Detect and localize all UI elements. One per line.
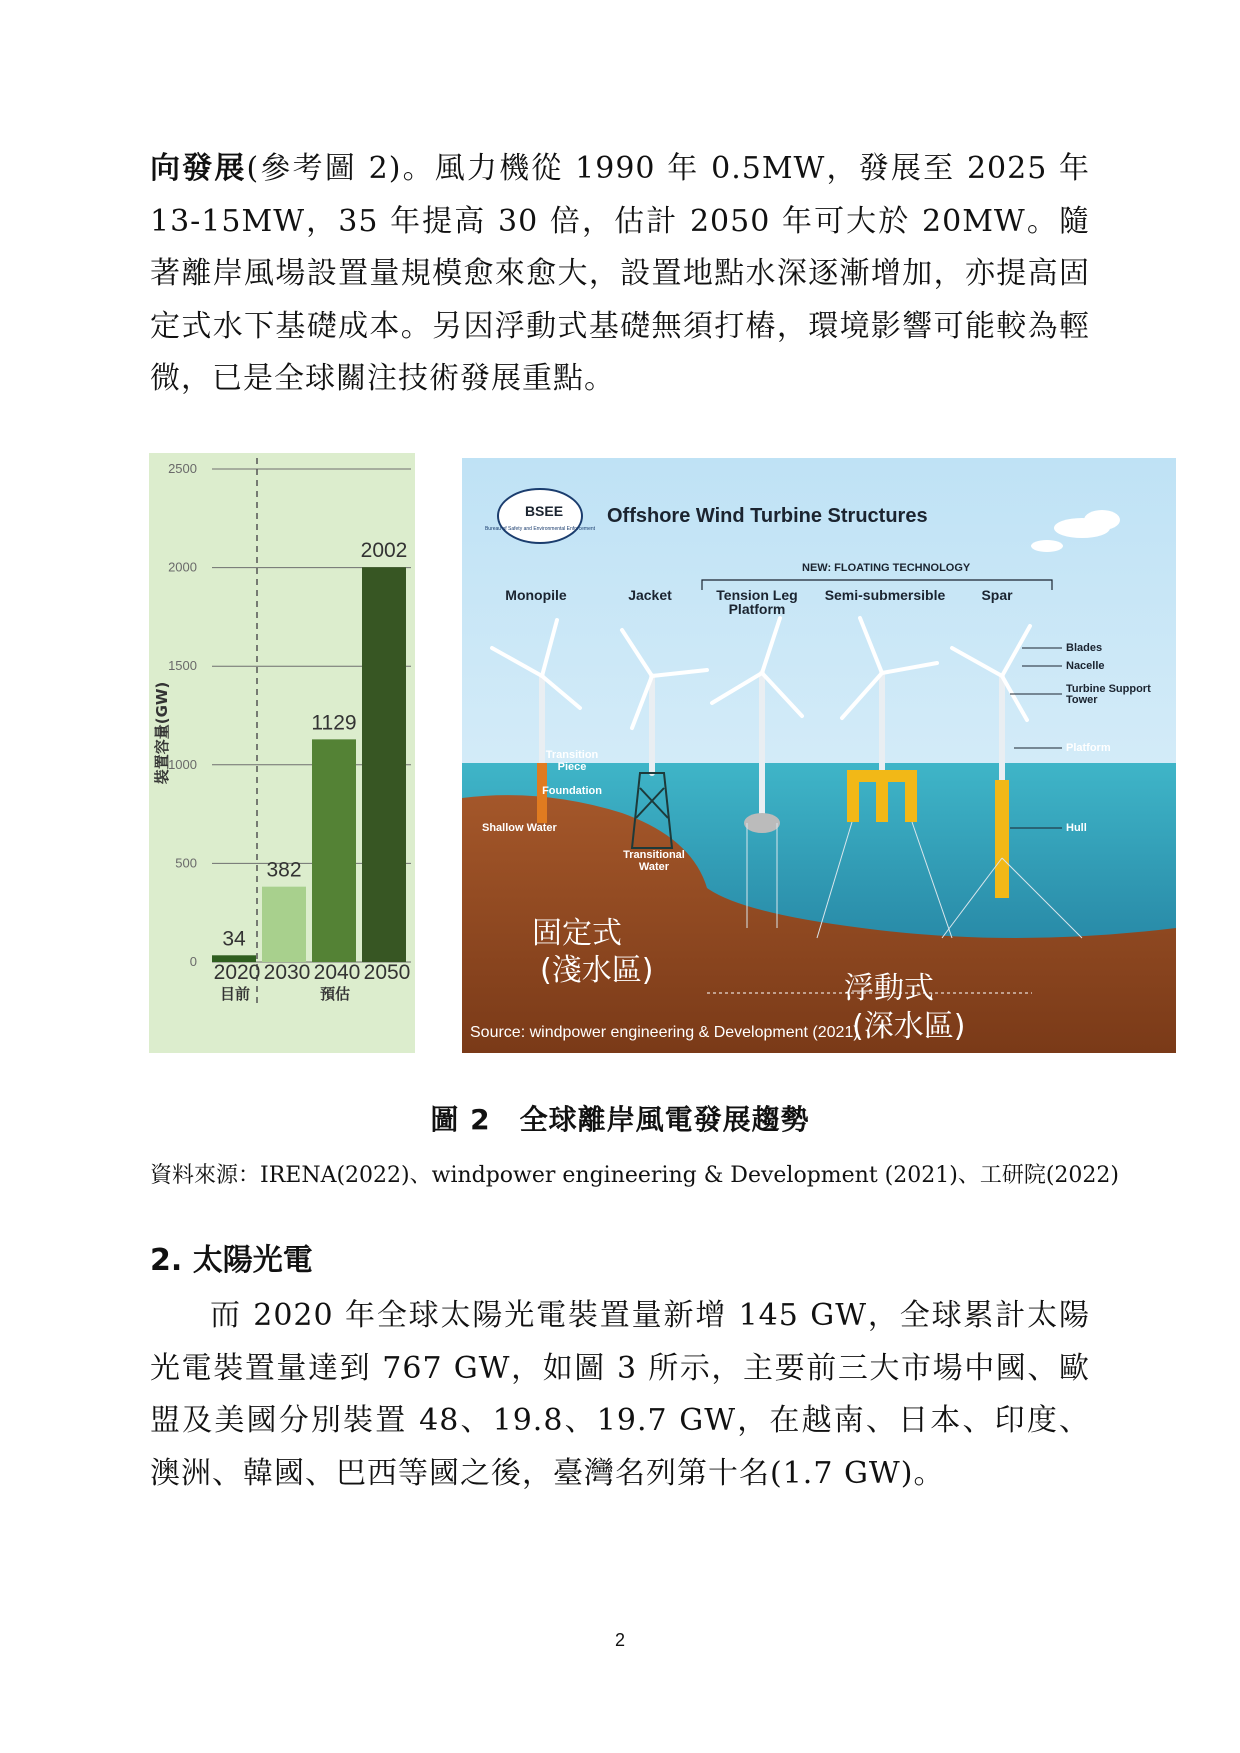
diagram-source: Source: windpower engineering & Development (2021) xyxy=(470,1024,859,1041)
y-tick-label: 0 xyxy=(189,954,197,969)
body-paragraph-solar: 而 2020 年全球太陽光電裝置量新增 145 GW，全球累計太陽光電裝置量達到 767 GW，如圖 3 所示，主要前三大市場中國、歐盟及美國分別裝置 48、19.8、19.7 GW，在越南、日本、印度、澳洲、韓國、巴西等國之後，臺灣名列第十名(1.7 GW)。 xyxy=(150,1298,1090,1491)
bar-2040 xyxy=(312,739,356,962)
new-technology-label: NEW: FLOATING TECHNOLOGY xyxy=(802,562,971,574)
figure-source: 資料來源：IRENA(2022)、windpower engineering & Development (2021)、工研院(2022) xyxy=(150,1163,1119,1188)
floating-sub-label: (深水區) xyxy=(852,1009,966,1044)
part-nacelle: Nacelle xyxy=(1066,660,1105,672)
y-tick-label: 500 xyxy=(175,855,197,871)
turbine-structures-diagram xyxy=(462,458,1176,1053)
part-platform: Platform xyxy=(1066,742,1111,754)
value-label: 2002 xyxy=(360,539,408,563)
x-tick-label: 2030 xyxy=(263,961,311,984)
type-spar: Spar xyxy=(981,587,1013,603)
part-turbine-support-tower: Turbine Support Tower xyxy=(1066,683,1151,706)
y-axis-label: 裝置容量(GW) xyxy=(153,681,171,785)
spar-hull xyxy=(995,780,1009,898)
fixed-sub-label: (淺水區) xyxy=(540,953,654,988)
type-tension-leg-platform: Tension Leg Platform xyxy=(716,587,798,617)
logo-text: BSEE xyxy=(524,503,564,519)
paragraph-lead: 向發展 xyxy=(150,151,247,186)
part-hull: Hull xyxy=(1066,822,1087,834)
bar-2050 xyxy=(362,567,406,962)
value-label: 1129 xyxy=(311,711,357,735)
value-label: 382 xyxy=(266,858,302,882)
zone-transition-piece: Transition Piece xyxy=(545,749,599,773)
section-heading: 2. 太陽光電 xyxy=(150,1243,313,1278)
y-tick-label: 2000 xyxy=(168,559,197,575)
label-forecast: 預估 xyxy=(319,985,351,1003)
floating-label: 浮動式 xyxy=(844,971,934,1006)
label-current: 目前 xyxy=(219,985,251,1003)
zone-foundation: Foundation xyxy=(542,785,602,797)
logo-subtext: Bureau of Safety and Environmental Enforcement xyxy=(484,526,596,532)
y-tick-label: 1500 xyxy=(168,658,197,674)
semi-submersible-platform xyxy=(847,770,917,822)
x-tick-label: 2050 xyxy=(363,961,411,984)
zone-shallow-water: Shallow Water xyxy=(482,822,557,834)
y-tick-label: 1000 xyxy=(168,756,197,772)
capacity-bar-chart xyxy=(149,453,415,1053)
paragraph-text: (參考圖 2)。風力機從 1990 年 0.5MW，發展至 2025 年 13-15MW，35 年提高 30 倍，估計 2050 年可大於 20MW。隨著離岸風場設置量規模愈來愈大，設置地點水深逐漸增加，亦提高固定式水下基礎成本。另因浮動式基礎無須打樁，環境影響可能較為輕微，已是全球關注技術發展重點。 xyxy=(150,151,1091,396)
part-blades: Blades xyxy=(1066,642,1103,654)
body-paragraph-wind xyxy=(150,143,1090,406)
bar-2030 xyxy=(262,887,306,962)
type-monopile: Monopile xyxy=(505,587,567,603)
x-tick-label: 2040 xyxy=(313,961,361,984)
type-semi-submersible: Semi-submersible xyxy=(824,587,946,603)
x-tick-label: 2020 xyxy=(213,961,261,984)
tlp-float xyxy=(744,813,780,833)
diagram-title: Offshore Wind Turbine Structures xyxy=(607,505,928,527)
figure-caption: 圖 2 全球離岸風電發展趨勢 xyxy=(430,1103,810,1136)
value-label: 34 xyxy=(222,927,246,951)
type-jacket: Jacket xyxy=(628,587,672,603)
fixed-label: 固定式 xyxy=(532,916,622,951)
zone-transitional-water: Transitional Water xyxy=(623,849,685,873)
page-number: 2 xyxy=(614,1630,625,1650)
y-tick-label: 2500 xyxy=(168,461,197,476)
